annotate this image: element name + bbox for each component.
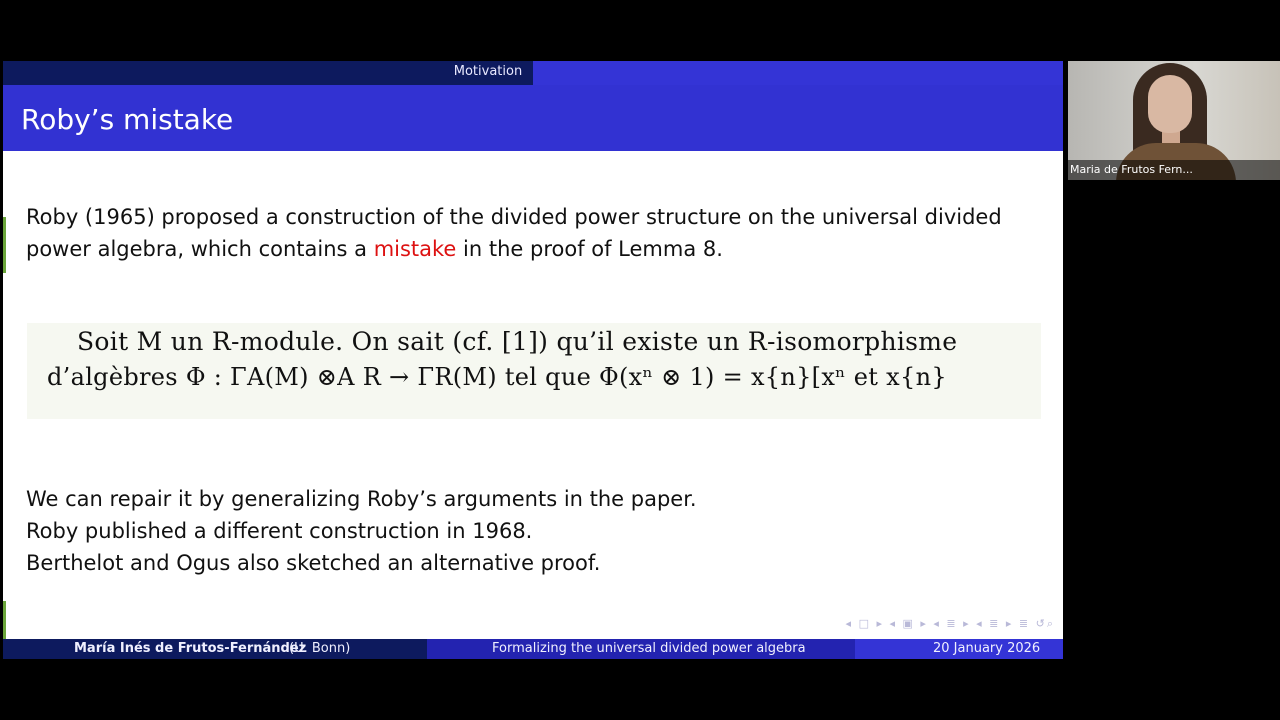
footer-affiliation: (U. Bonn) [289, 641, 351, 656]
quoted-excerpt-image [27, 323, 1041, 419]
margin-accent [3, 601, 6, 639]
margin-accent [3, 217, 6, 273]
paragraph [26, 201, 1002, 265]
list-item: Berthelot and Ogus also sketched an alternative proof. [26, 551, 601, 575]
section-navigation-bar [3, 61, 1063, 85]
slide-footer [3, 639, 1063, 659]
highlighted-word: mistake [373, 237, 457, 261]
presentation-slide [3, 61, 1063, 659]
participant-name: Maria de Frutos Fern... [1070, 163, 1193, 176]
participant-name-tag [1068, 160, 1280, 180]
participant-video-tile[interactable] [1068, 61, 1280, 180]
bullet-list [26, 483, 697, 579]
slide-title: Roby’s mistake [21, 103, 234, 136]
paragraph-line: Roby (1965) proposed a construction of the divided power structure on the universal divided [26, 205, 1002, 229]
paragraph-line: power algebra, which contains a mistake in the proof of Lemma 8. [26, 237, 723, 261]
section-title[interactable]: Motivation [453, 64, 523, 79]
footer-talk-title: Formalizing the universal divided power algebra [492, 641, 806, 656]
footer-author: María Inés de Frutos-Fernández [74, 641, 307, 656]
quote-line: d’algèbres Φ : ΓA(M) ⊗A R → ΓR(M) tel que Φ(xⁿ ⊗ 1) = x{n}[xⁿ et x{n} [47, 363, 947, 391]
beamer-navigation-icons[interactable]: ◂ □ ▸ ◂ ▣ ▸ ◂ ≣ ▸ ◂ ≣ ▸ ≣ ↺⌕ [845, 617, 1055, 630]
footer-date: 20 January 2026 [933, 641, 1041, 656]
list-item: Roby published a different construction in 1968. [26, 519, 533, 543]
frame-title-bar [3, 85, 1063, 151]
quote-line: Soit M un R-module. On sait (cf. [1]) qu’il existe un R-isomorphisme [77, 327, 958, 356]
list-item: We can repair it by generalizing Roby’s arguments in the paper. [26, 487, 697, 511]
